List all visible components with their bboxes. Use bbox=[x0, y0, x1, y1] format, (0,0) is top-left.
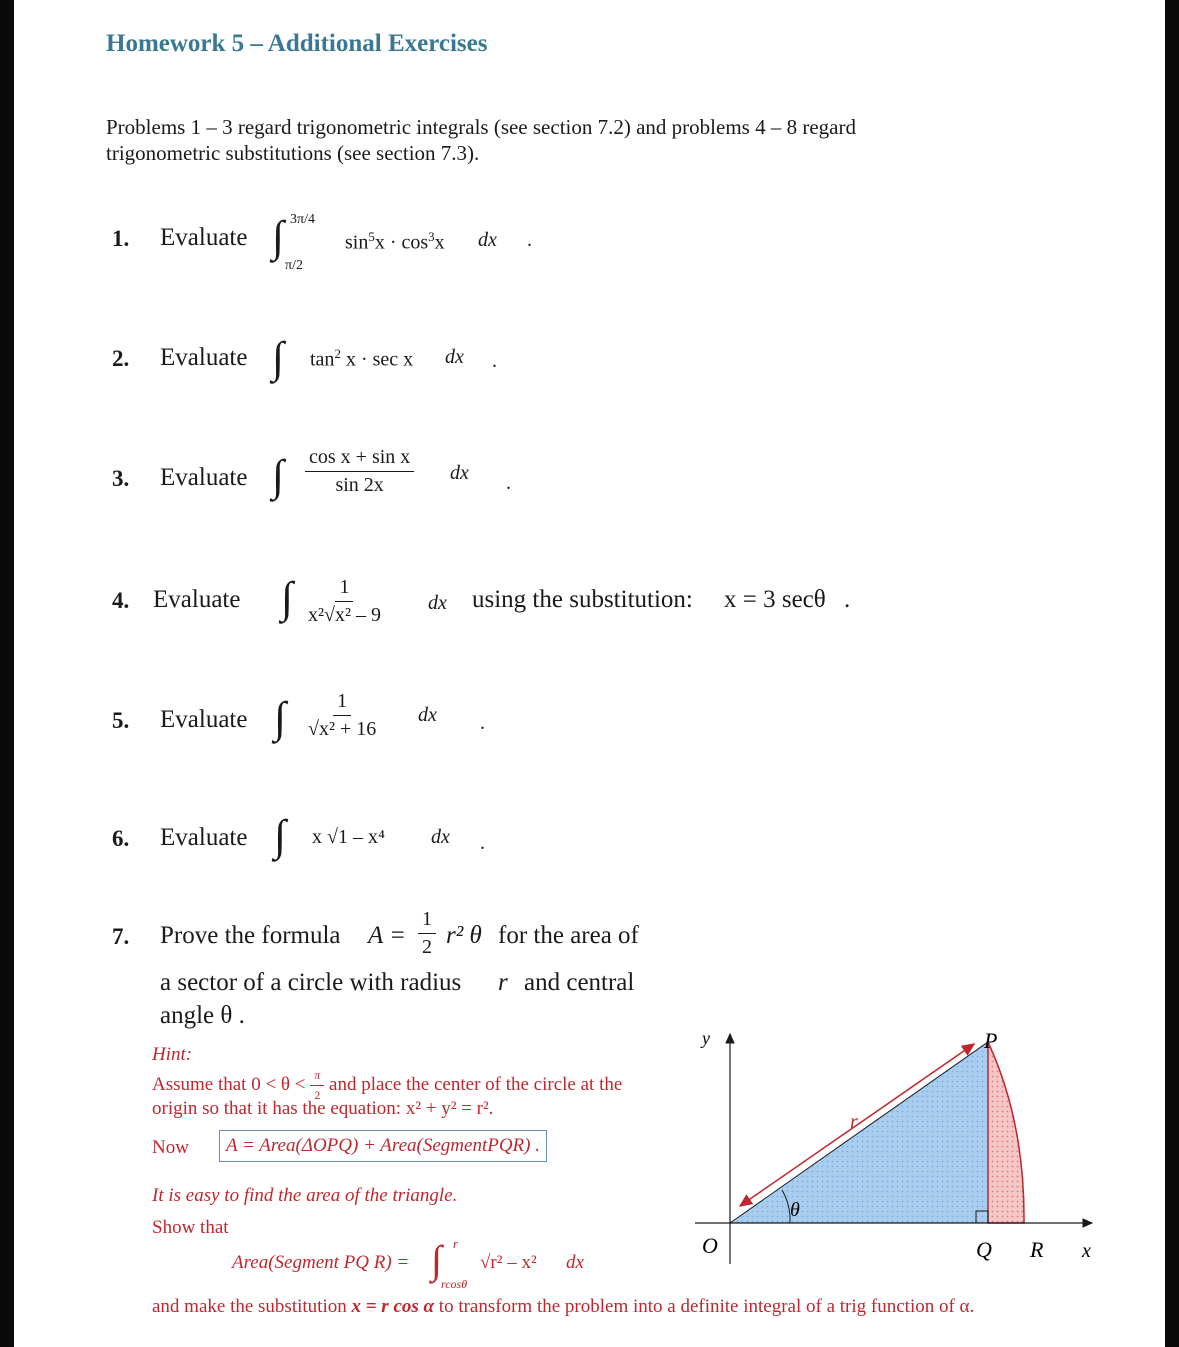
two: 2 bbox=[314, 1088, 321, 1102]
segment-integrand: √r² – x² bbox=[480, 1252, 537, 1273]
fraction bbox=[418, 908, 436, 959]
triangle-opq bbox=[730, 1042, 988, 1223]
hint-line1-pre: Assume that 0 < θ < bbox=[152, 1073, 306, 1095]
segment-lhs: Area(Segment PQ R) = bbox=[232, 1252, 410, 1273]
numerator: 1 bbox=[418, 908, 436, 934]
problem-6-number: 6. bbox=[112, 826, 130, 851]
problem-3-label: Evaluate bbox=[160, 464, 248, 491]
end-period: . bbox=[844, 586, 851, 613]
formula-rest: r² θ bbox=[446, 922, 482, 949]
segment-pqr bbox=[988, 1042, 1024, 1223]
dx: dx bbox=[418, 704, 437, 726]
problem-2-label: Evaluate bbox=[160, 344, 248, 371]
segment-lower-limit: rcosθ bbox=[441, 1277, 468, 1291]
problem-6-label: Evaluate bbox=[160, 824, 248, 851]
left-border bbox=[0, 0, 14, 1347]
problem-7-line2-end: and central bbox=[524, 969, 635, 996]
substitution: x = 3 secθ bbox=[724, 586, 826, 613]
end-period: . bbox=[480, 712, 485, 734]
right-border bbox=[1165, 0, 1179, 1347]
denominator: sin 2x bbox=[335, 474, 384, 496]
problem-6-integrand: x √1 – x⁴ bbox=[312, 826, 385, 848]
problem-2-number: 2. bbox=[112, 346, 130, 371]
problem-7-line3: angle θ . bbox=[160, 1002, 245, 1029]
lower-limit: π/2 bbox=[285, 258, 303, 273]
dx: dx bbox=[445, 346, 464, 368]
dx: dx bbox=[566, 1252, 584, 1273]
r-point-label: R bbox=[1030, 1237, 1044, 1262]
integral-sign: ∫ bbox=[281, 573, 294, 622]
radius-variable: r bbox=[498, 969, 508, 996]
final-line bbox=[152, 1296, 974, 1318]
problem-7-line2: a sector of a circle with radius bbox=[160, 969, 462, 996]
problem-1-label: Evaluate bbox=[160, 224, 248, 251]
problem-1-number: 1. bbox=[112, 226, 130, 251]
triangle-note: It is easy to find the area of the triangle. bbox=[152, 1185, 458, 1206]
end-period: . bbox=[492, 350, 497, 372]
show-that: Show that bbox=[152, 1217, 229, 1238]
segment-upper-limit: r bbox=[453, 1236, 459, 1251]
dx: dx bbox=[431, 826, 450, 848]
problem-2-integrand: $\tan^2 x \cdot \sec x$ bbox=[310, 346, 414, 371]
end-period: . bbox=[527, 229, 532, 251]
y-label: y bbox=[702, 1028, 710, 1048]
fraction bbox=[305, 446, 414, 497]
p-label: P bbox=[984, 1028, 998, 1053]
now-label: Now bbox=[152, 1137, 189, 1158]
integral-sign: ∫ bbox=[274, 811, 287, 860]
hint-heading: Hint: bbox=[152, 1044, 193, 1065]
numerator: 1 bbox=[333, 690, 351, 716]
fraction bbox=[308, 576, 381, 627]
problem-4-label: Evaluate bbox=[153, 586, 241, 613]
hint-line1-post: and place the center of the circle at the bbox=[329, 1073, 623, 1095]
sector-figure bbox=[690, 1024, 1110, 1274]
end-period: . bbox=[506, 472, 511, 494]
integral-sign: ∫ bbox=[272, 333, 285, 382]
problem-7-number: 7. bbox=[112, 924, 130, 949]
intro-paragraph: Problems 1 – 3 regard trigonometric integrals (see section 7.2) and problems 4 – 8 regard trigonometric substitutions (see section 7.3). bbox=[106, 115, 856, 165]
problem-1-integrand: $\sin^5x \cdot \cos^3x$ bbox=[345, 229, 445, 254]
denominator: x²√x² – 9 bbox=[308, 604, 381, 626]
problem-7-line1-end: for the area of bbox=[498, 922, 639, 949]
upper-limit: 3π/4 bbox=[290, 212, 315, 227]
numerator: cos x + sin x bbox=[305, 446, 414, 472]
x-label: x bbox=[1082, 1240, 1091, 1262]
denominator: 2 bbox=[422, 936, 432, 958]
r-label: r bbox=[850, 1111, 858, 1133]
fraction bbox=[308, 690, 376, 741]
final-pre: and make the substitution bbox=[152, 1296, 347, 1317]
integral-sign: ∫ bbox=[274, 693, 287, 742]
theta-label: θ bbox=[790, 1199, 800, 1221]
o-label: O bbox=[702, 1233, 718, 1258]
denominator: √x² + 16 bbox=[308, 718, 377, 740]
problem-5-number: 5. bbox=[112, 708, 130, 733]
problem-3-number: 3. bbox=[112, 466, 130, 491]
substitution-text: using the substitution: bbox=[472, 586, 693, 613]
problem-5-label: Evaluate bbox=[160, 706, 248, 733]
boxed-formula: A = Area(ΔOPQ) + Area(SegmentPQR) . bbox=[219, 1130, 547, 1162]
dx: dx bbox=[428, 592, 447, 614]
integral-sign: ∫ bbox=[272, 451, 285, 500]
numerator: 1 bbox=[335, 576, 353, 602]
problem-4-number: 4. bbox=[112, 588, 130, 613]
pi: π bbox=[310, 1068, 324, 1086]
final-post: to transform the problem into a definite integral of a trig function of α. bbox=[438, 1296, 975, 1317]
formula-lhs: A = bbox=[368, 922, 406, 949]
integral-sign: ∫ bbox=[431, 1237, 442, 1282]
dx: dx bbox=[478, 229, 497, 251]
end-period: . bbox=[480, 832, 485, 854]
hint-line2: origin so that it has the equation: x² + y² = r². bbox=[152, 1098, 494, 1119]
problem-7-line1: Prove the formula bbox=[160, 922, 341, 949]
page-title: Homework 5 – Additional Exercises bbox=[106, 30, 488, 57]
integral-sign: ∫ bbox=[272, 212, 285, 261]
dx: dx bbox=[450, 462, 469, 484]
final-substitution: x = r cos α bbox=[351, 1296, 435, 1317]
q-label: Q bbox=[976, 1237, 992, 1262]
